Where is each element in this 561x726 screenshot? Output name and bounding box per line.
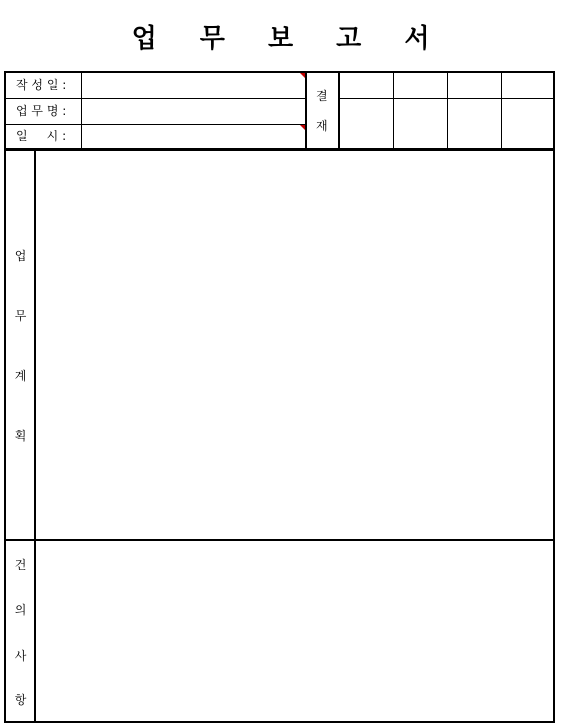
approval-sign-cell[interactable] (340, 99, 393, 148)
label-char: 사 (14, 649, 27, 663)
label-char: 의 (14, 603, 27, 617)
approval-title-cell[interactable] (502, 73, 553, 98)
header-table (4, 71, 555, 150)
approval-title-cell[interactable] (448, 73, 501, 98)
label-char: 계 (14, 369, 27, 383)
title-char: 고 (336, 24, 362, 54)
suggestions-section (4, 539, 555, 723)
approval-sign-cell[interactable] (448, 99, 501, 148)
work-plan-content[interactable] (36, 151, 553, 539)
datetime-label: 일 시 : (16, 129, 67, 143)
date-label: 작 성 일 : (16, 78, 67, 92)
label-char: 건 (14, 558, 27, 572)
approval-title-cell[interactable] (394, 73, 447, 98)
title-char: 서 (404, 24, 430, 54)
task-name-label: 업 무 명 : (16, 104, 67, 118)
suggestions-label (6, 541, 35, 721)
title-char: 무 (199, 24, 225, 54)
label-char: 업 (14, 249, 27, 263)
column-divider (305, 73, 307, 148)
approval-title-cell[interactable] (340, 73, 393, 98)
work-plan-label (6, 151, 35, 539)
approval-label-char: 결 (316, 89, 328, 103)
label-char: 무 (14, 309, 27, 323)
label-char: 항 (14, 693, 27, 707)
datetime-field[interactable] (82, 125, 305, 149)
approval-sign-cell[interactable] (394, 99, 447, 148)
title-char: 업 (131, 24, 157, 54)
approval-sign-cell[interactable] (502, 99, 553, 148)
title-char: 보 (267, 24, 294, 54)
approval-label-char: 재 (316, 119, 328, 133)
comment-marker-icon (300, 73, 305, 78)
comment-marker-icon (300, 125, 305, 130)
date-field[interactable] (82, 73, 305, 97)
work-plan-section (4, 149, 555, 541)
document-title (0, 18, 561, 55)
suggestions-content[interactable] (36, 541, 553, 721)
label-char: 획 (14, 429, 27, 443)
task-name-field[interactable] (82, 99, 305, 123)
